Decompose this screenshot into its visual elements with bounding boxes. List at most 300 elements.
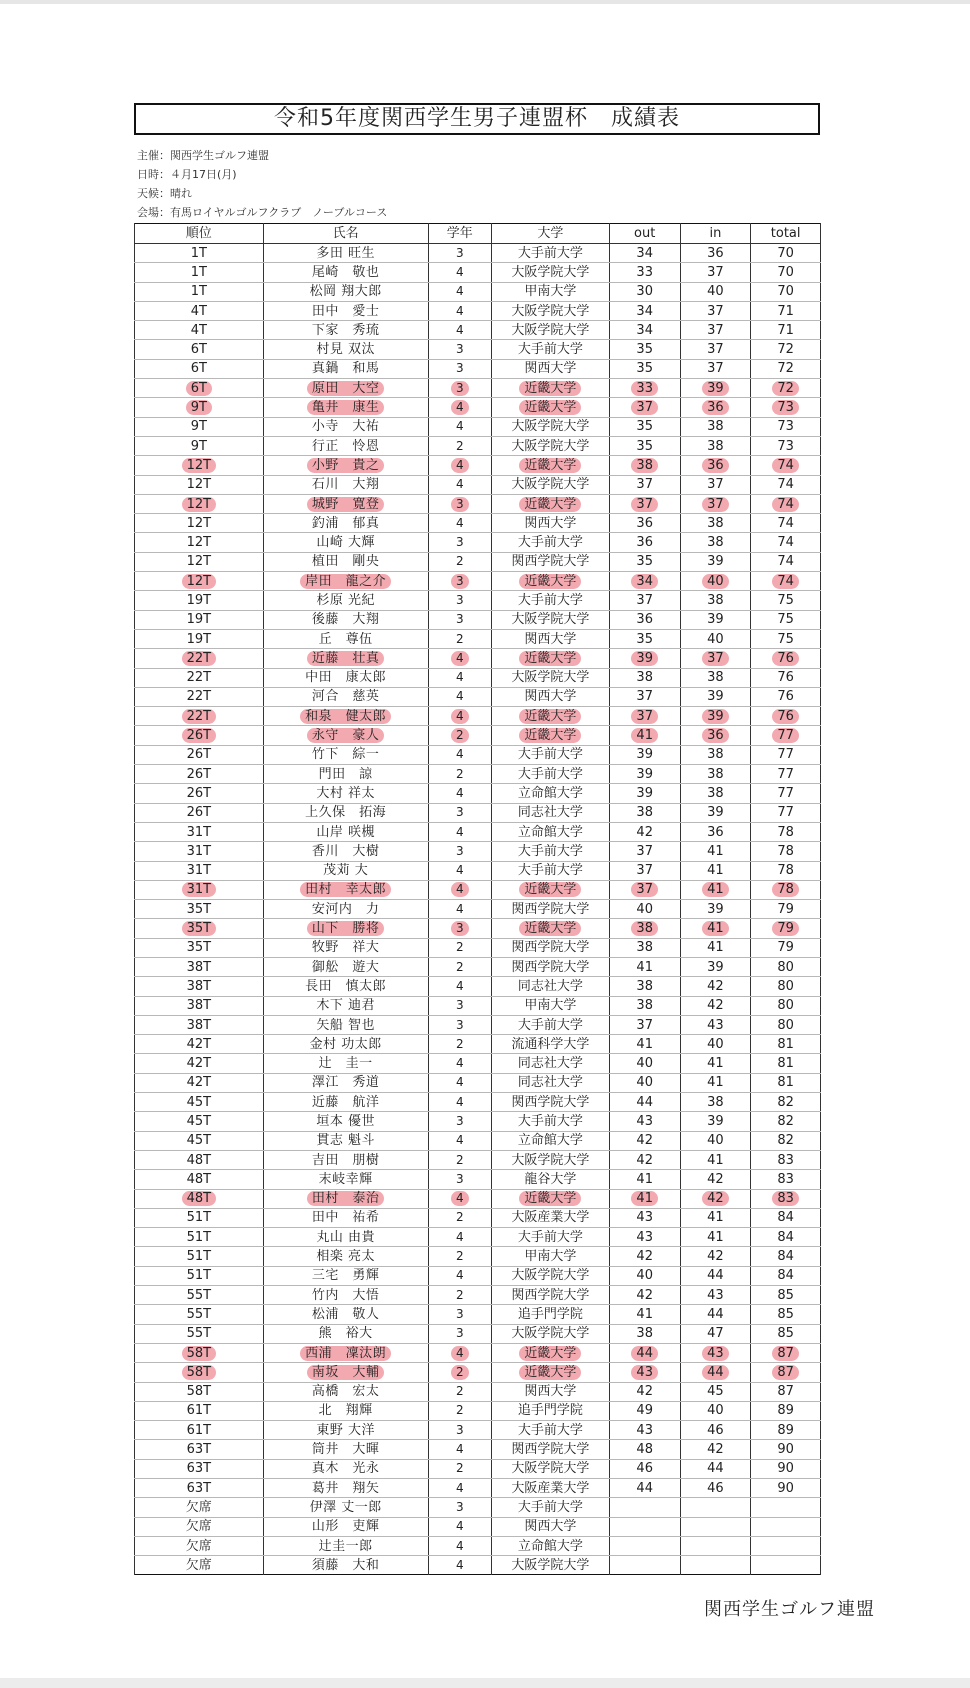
total-score-cell-text: 75: [777, 612, 794, 628]
in-score-cell: [680, 1015, 751, 1034]
in-score-cell: [680, 572, 751, 591]
school-cell-text: 追手門学院: [517, 1306, 583, 1322]
grade-cell: [428, 494, 491, 513]
school-cell: [491, 1286, 609, 1305]
school-cell: [491, 900, 609, 919]
out-score-cell-text: 37: [631, 400, 658, 415]
table-row: [135, 1247, 821, 1266]
grade-cell: [428, 1266, 491, 1285]
school-cell: [491, 1112, 609, 1131]
grade-cell-text: 4: [455, 670, 464, 685]
rank-cell-text: 48T: [182, 1191, 216, 1206]
school-cell-text: 大阪学院大学: [511, 264, 590, 280]
grade-cell-text: 4: [455, 419, 464, 434]
name-cell: [263, 1382, 428, 1401]
name-cell: [263, 1401, 428, 1420]
total-score-cell-text: 90: [777, 1442, 794, 1458]
rank-cell-text: 22T: [182, 709, 216, 724]
table-row-highlighted: [135, 707, 821, 726]
total-score-cell-text: 77: [772, 728, 799, 743]
grade-cell: [428, 1401, 491, 1420]
rank-cell-text: 63T: [186, 1480, 212, 1496]
total-score-cell: [751, 1170, 821, 1189]
rank-cell: [135, 1247, 264, 1266]
total-score-cell: [751, 1073, 821, 1092]
in-score-cell: [680, 687, 751, 706]
grade-cell: [428, 1536, 491, 1555]
out-score-cell: [609, 301, 680, 320]
rank-cell: [135, 244, 264, 263]
school-cell-text: 立命館大学: [517, 824, 583, 840]
name-cell: [263, 668, 428, 687]
in-score-cell-text: 41: [707, 843, 724, 859]
in-score-cell: [680, 1459, 751, 1478]
name-cell: [263, 880, 428, 899]
table-row: [135, 765, 821, 784]
total-score-cell: [751, 591, 821, 610]
name-cell-text: 葛井 翔矢: [311, 1480, 380, 1496]
table-row: [135, 552, 821, 571]
school-cell-text: 大手前大学: [517, 843, 583, 859]
name-cell-text: 丘 尊伍: [318, 631, 373, 647]
grade-cell: [428, 1498, 491, 1517]
total-score-cell: [751, 282, 821, 301]
school-cell: [491, 784, 609, 803]
in-score-cell-text: 39: [707, 689, 724, 705]
name-cell: [263, 977, 428, 996]
table-row: [135, 340, 821, 359]
grade-cell: [428, 514, 491, 533]
grade-cell: [428, 1459, 491, 1478]
in-score-cell: [680, 1363, 751, 1382]
total-score-cell-text: 80: [777, 998, 794, 1014]
table-row: [135, 321, 821, 340]
in-score-cell: [680, 1035, 751, 1054]
rank-cell: [135, 745, 264, 764]
school-cell: [491, 572, 609, 591]
rank-cell-text: 1T: [190, 284, 207, 300]
school-cell: [491, 1073, 609, 1092]
grade-cell-text: 4: [451, 400, 469, 415]
table-row: [135, 842, 821, 861]
out-score-cell-text: 42: [636, 1152, 653, 1168]
rank-cell: [135, 1536, 264, 1555]
name-cell: [263, 1517, 428, 1536]
grade-cell: [428, 1286, 491, 1305]
table-row-highlighted: [135, 1189, 821, 1208]
out-score-cell: [609, 1459, 680, 1478]
grade-cell: [428, 957, 491, 976]
rank-cell: [135, 938, 264, 957]
header-name: 氏名: [263, 224, 428, 244]
table-row: [135, 1286, 821, 1305]
in-score-cell-text: 44: [707, 1461, 724, 1477]
in-score-cell-text: 39: [707, 901, 724, 917]
in-score-cell: [680, 745, 751, 764]
name-cell-text: 御舩 遊大: [311, 959, 380, 975]
total-score-cell: [751, 842, 821, 861]
in-score-cell-text: 41: [707, 940, 724, 956]
name-cell: [263, 340, 428, 359]
name-cell: [263, 1150, 428, 1169]
rank-cell-text: 12T: [182, 458, 216, 473]
out-score-cell-text: 44: [636, 1094, 653, 1110]
out-score-cell: [609, 1498, 680, 1517]
rank-cell: [135, 1093, 264, 1112]
organizer-text: 主催：関西学生ゴルフ連盟: [137, 149, 269, 162]
in-score-cell: [680, 861, 751, 880]
in-score-cell-text: 44: [702, 1365, 729, 1380]
total-score-cell-text: 73: [772, 400, 799, 415]
total-score-cell: [751, 1401, 821, 1420]
rank-cell-text: 48T: [186, 1171, 212, 1187]
total-score-cell: [751, 1208, 821, 1227]
name-cell-text: 丸山 由貴: [316, 1229, 375, 1245]
total-score-cell-text: 81: [777, 1036, 794, 1052]
out-score-cell: [609, 1382, 680, 1401]
in-score-cell-text: 41: [707, 1210, 724, 1226]
out-score-cell-text: 37: [636, 592, 653, 608]
grade-cell-text: 3: [455, 1326, 464, 1341]
out-score-cell-text: 38: [631, 921, 658, 936]
in-score-cell-text: 43: [702, 1346, 729, 1361]
name-cell-text: 安河内 力: [311, 901, 380, 917]
table-row-highlighted: [135, 649, 821, 668]
total-score-cell: [751, 687, 821, 706]
school-cell: [491, 919, 609, 938]
grade-cell-text: 4: [455, 689, 464, 704]
school-cell: [491, 1324, 609, 1343]
school-cell-text: 近畿大学: [519, 1346, 581, 1361]
school-cell: [491, 1459, 609, 1478]
total-score-cell: [751, 803, 821, 822]
grade-cell: [428, 1131, 491, 1150]
total-score-cell-text: 84: [777, 1249, 794, 1265]
rank-cell: [135, 533, 264, 552]
name-cell: [263, 861, 428, 880]
out-score-cell: [609, 1208, 680, 1227]
name-cell-text: 三宅 勇輝: [311, 1268, 380, 1284]
rank-cell-text: 19T: [186, 631, 212, 647]
school-cell-text: 大阪学院大学: [511, 303, 590, 319]
school-cell-text: 大手前大学: [517, 1114, 583, 1129]
school-cell: [491, 1208, 609, 1227]
rank-cell: [135, 591, 264, 610]
rank-cell-text: 26T: [186, 766, 212, 782]
total-score-cell-text: 79: [777, 901, 794, 917]
total-score-cell-text: 79: [772, 921, 799, 936]
rank-cell: [135, 1401, 264, 1420]
school-cell: [491, 938, 609, 957]
total-score-cell: [751, 1421, 821, 1440]
grade-cell-text: 4: [455, 322, 464, 337]
out-score-cell: [609, 1536, 680, 1555]
out-score-cell: [609, 1401, 680, 1420]
out-score-cell-text: 35: [636, 419, 653, 435]
header-out: out: [609, 224, 680, 244]
total-score-cell-text: 80: [777, 959, 794, 975]
school-cell-text: 大阪学院大学: [511, 322, 590, 338]
rank-cell: [135, 1054, 264, 1073]
out-score-cell-text: 40: [636, 1075, 653, 1091]
rank-cell: [135, 1073, 264, 1092]
school-cell-text: 近畿大学: [519, 709, 581, 724]
total-score-cell-text: 74: [777, 535, 794, 551]
school-cell: [491, 321, 609, 340]
out-score-cell-text: 37: [636, 863, 653, 879]
total-score-cell: [751, 1517, 821, 1536]
rank-cell-text: 6T: [190, 361, 207, 377]
grade-cell-text: 4: [455, 477, 464, 492]
total-score-cell: [751, 456, 821, 475]
header-in: in: [680, 224, 751, 244]
total-score-cell: [751, 629, 821, 648]
name-cell: [263, 1536, 428, 1555]
out-score-cell-text: 37: [631, 497, 658, 512]
date-text: 日時：４月17日(月): [137, 168, 237, 181]
school-cell: [491, 629, 609, 648]
total-score-cell-text: 83: [777, 1152, 794, 1168]
rank-cell: [135, 1150, 264, 1169]
total-score-cell-text: 84: [777, 1229, 794, 1245]
in-score-cell-text: 39: [702, 709, 729, 724]
out-score-cell-text: 44: [636, 1480, 653, 1496]
name-cell: [263, 765, 428, 784]
school-cell-text: 近畿大学: [519, 1365, 581, 1380]
in-score-cell: [680, 263, 751, 282]
school-cell-text: 大阪学院大学: [511, 477, 590, 493]
school-cell: [491, 707, 609, 726]
out-score-cell-text: 48: [636, 1442, 653, 1458]
grade-cell-text: 3: [455, 1422, 464, 1437]
in-score-cell-text: 39: [707, 612, 724, 628]
total-score-cell-text: 70: [777, 284, 794, 300]
in-score-cell: [680, 1382, 751, 1401]
name-cell-text: 澤江 秀道: [311, 1075, 380, 1091]
total-score-cell-text: 73: [777, 419, 794, 435]
in-score-cell: [680, 1556, 751, 1575]
table-row: [135, 533, 821, 552]
school-cell-text: 関西学院大学: [511, 1442, 590, 1458]
in-score-cell: [680, 494, 751, 513]
school-cell-text: 大手前大学: [517, 245, 583, 261]
total-score-cell-text: 80: [777, 978, 794, 994]
out-score-cell-text: 39: [636, 747, 653, 763]
grade-cell-text: 3: [451, 574, 469, 589]
total-score-cell: [751, 475, 821, 494]
name-cell: [263, 1459, 428, 1478]
table-row-highlighted: [135, 726, 821, 745]
school-cell: [491, 745, 609, 764]
total-score-cell-text: 78: [772, 882, 799, 897]
total-score-cell-text: 85: [777, 1287, 794, 1303]
in-score-cell: [680, 668, 751, 687]
name-cell-text: 松岡 翔大郎: [309, 284, 382, 300]
in-score-cell-text: 37: [707, 477, 724, 493]
out-score-cell-text: 36: [636, 535, 653, 551]
name-cell-text: 辻圭一郎: [318, 1538, 373, 1554]
out-score-cell: [609, 938, 680, 957]
table-row: [135, 1498, 821, 1517]
rank-cell-text: 26T: [186, 785, 212, 801]
rank-cell: [135, 919, 264, 938]
in-score-cell: [680, 1440, 751, 1459]
rank-cell-text: 55T: [186, 1306, 212, 1322]
name-cell-text: 筒井 大暉: [311, 1442, 380, 1458]
out-score-cell-text: 39: [631, 651, 658, 666]
total-score-cell: [751, 938, 821, 957]
grade-cell: [428, 977, 491, 996]
out-score-cell-text: 41: [636, 1171, 653, 1187]
table-row: [135, 803, 821, 822]
school-cell: [491, 1131, 609, 1150]
rank-cell-text: 61T: [186, 1422, 212, 1438]
school-cell-text: 大手前大学: [517, 592, 583, 608]
school-cell-text: 関西大学: [524, 1384, 577, 1400]
school-cell: [491, 1266, 609, 1285]
out-score-cell-text: 42: [636, 1249, 653, 1265]
in-score-cell: [680, 1093, 751, 1112]
in-score-cell: [680, 996, 751, 1015]
name-cell: [263, 379, 428, 398]
name-cell: [263, 649, 428, 668]
total-score-cell: [751, 398, 821, 417]
grade-cell-text: 2: [455, 1249, 464, 1264]
name-cell: [263, 957, 428, 976]
rank-cell-text: 55T: [186, 1287, 212, 1303]
name-cell-text: 中田 康太郎: [305, 670, 387, 686]
school-cell: [491, 668, 609, 687]
name-cell: [263, 1073, 428, 1092]
total-score-cell: [751, 1556, 821, 1575]
total-score-cell: [751, 1228, 821, 1247]
in-score-cell-text: 38: [707, 438, 724, 454]
total-score-cell-text: 77: [777, 785, 794, 801]
rank-cell-text: 58T: [182, 1365, 216, 1380]
in-score-cell: [680, 1498, 751, 1517]
rank-cell-text: 58T: [182, 1346, 216, 1361]
in-score-cell: [680, 765, 751, 784]
grade-cell: [428, 861, 491, 880]
grade-cell: [428, 649, 491, 668]
rank-cell: [135, 1517, 264, 1536]
grade-cell-text: 3: [455, 843, 464, 858]
out-score-cell-text: 36: [636, 612, 653, 628]
school-cell: [491, 1170, 609, 1189]
grade-cell: [428, 1440, 491, 1459]
grade-cell-text: 2: [455, 1384, 464, 1399]
grade-cell-text: 3: [451, 497, 469, 512]
grade-cell-text: 4: [455, 863, 464, 878]
in-score-cell-text: 39: [707, 805, 724, 821]
in-score-cell: [680, 1073, 751, 1092]
in-score-cell: [680, 629, 751, 648]
out-score-cell: [609, 1324, 680, 1343]
school-cell: [491, 552, 609, 571]
grade-cell: [428, 1421, 491, 1440]
grade-cell-text: 2: [455, 1287, 464, 1302]
out-score-cell-text: 43: [636, 1422, 653, 1438]
name-cell-text: 上久保 拓海: [305, 805, 387, 821]
rank-cell: [135, 900, 264, 919]
out-score-cell-text: 40: [636, 1268, 653, 1284]
school-cell-text: 大手前大学: [517, 766, 583, 782]
out-score-cell: [609, 726, 680, 745]
school-cell-text: 近畿大学: [519, 882, 581, 897]
name-cell-text: 南坂 大輔: [307, 1365, 385, 1380]
rank-cell-text: 欠席: [185, 1519, 212, 1535]
out-score-cell-text: 33: [631, 381, 658, 396]
name-cell: [263, 321, 428, 340]
school-cell: [491, 1247, 609, 1266]
rank-cell: [135, 957, 264, 976]
total-score-cell-text: 76: [777, 670, 794, 686]
name-cell: [263, 938, 428, 957]
grade-cell: [428, 880, 491, 899]
out-score-cell: [609, 417, 680, 436]
school-cell: [491, 436, 609, 455]
total-score-cell-text: 74: [772, 574, 799, 589]
name-cell-text: 門田 諒: [318, 766, 373, 782]
in-score-cell: [680, 803, 751, 822]
in-score-cell: [680, 977, 751, 996]
total-score-cell-text: 76: [777, 689, 794, 705]
rank-cell-text: 1T: [190, 245, 207, 261]
name-cell: [263, 822, 428, 841]
school-cell-text: 立命館大学: [517, 1538, 583, 1554]
in-score-cell: [680, 938, 751, 957]
name-cell-text: 田村 幸太郎: [300, 882, 391, 897]
school-cell: [491, 957, 609, 976]
in-score-cell-text: 38: [707, 515, 724, 531]
rank-cell: [135, 340, 264, 359]
out-score-cell-text: 38: [636, 978, 653, 994]
school-cell: [491, 977, 609, 996]
name-cell: [263, 1247, 428, 1266]
table-row: [135, 1054, 821, 1073]
total-score-cell: [751, 244, 821, 263]
rank-cell: [135, 1112, 264, 1131]
rank-cell: [135, 707, 264, 726]
rank-cell: [135, 822, 264, 841]
name-cell-text: 木下 迪君: [316, 998, 375, 1014]
grade-cell-text: 4: [451, 458, 469, 473]
table-row-highlighted: [135, 398, 821, 417]
in-score-cell: [680, 842, 751, 861]
school-cell-text: 関西学院大学: [511, 554, 590, 570]
name-cell: [263, 398, 428, 417]
out-score-cell: [609, 1035, 680, 1054]
total-score-cell: [751, 900, 821, 919]
grade-cell: [428, 359, 491, 378]
out-score-cell: [609, 359, 680, 378]
in-score-cell: [680, 1401, 751, 1420]
school-cell-text: 大阪学院大学: [511, 1152, 590, 1168]
grade-cell-text: 4: [455, 303, 464, 318]
grade-cell-text: 4: [455, 1538, 464, 1553]
name-cell: [263, 244, 428, 263]
grade-cell-text: 4: [455, 1056, 464, 1071]
table-row: [135, 1324, 821, 1343]
grade-cell: [428, 572, 491, 591]
school-cell: [491, 1363, 609, 1382]
total-score-cell-text: 78: [777, 843, 794, 859]
grade-cell: [428, 610, 491, 629]
grade-cell: [428, 1015, 491, 1034]
out-score-cell: [609, 687, 680, 706]
rank-cell: [135, 1459, 264, 1478]
out-score-cell-text: 41: [636, 1036, 653, 1052]
